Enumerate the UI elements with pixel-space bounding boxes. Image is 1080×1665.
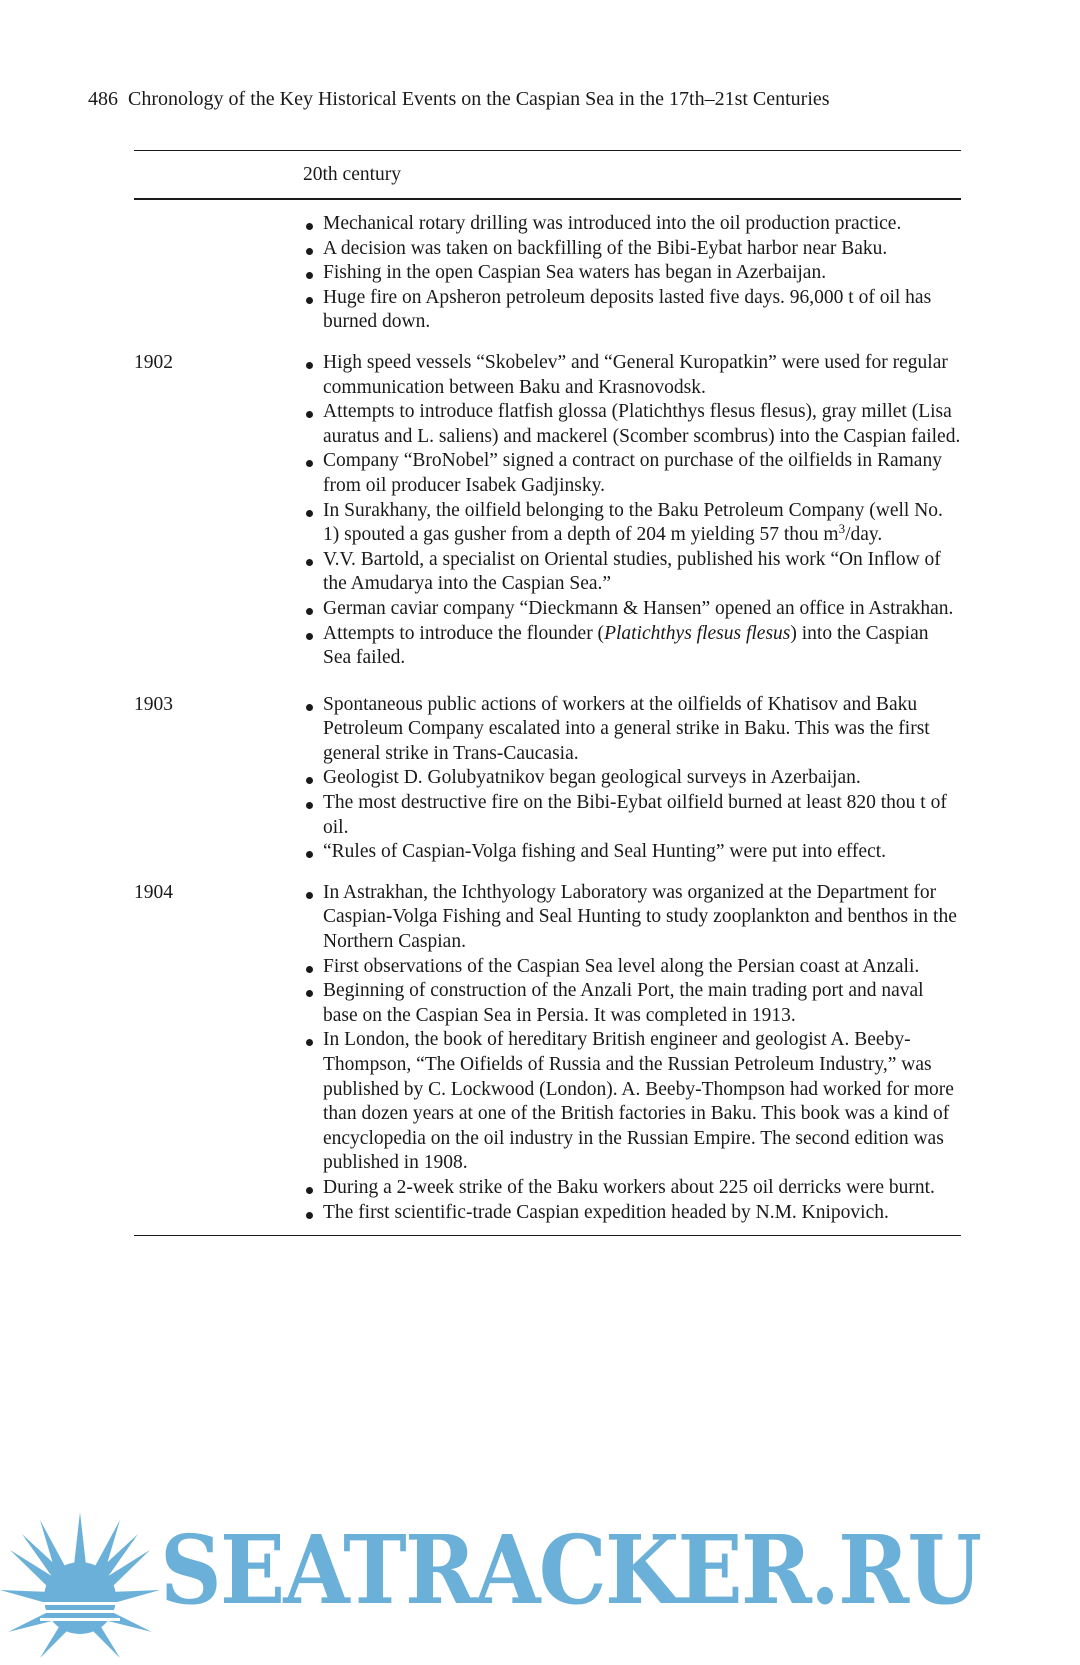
superscript: 3 <box>838 521 846 537</box>
bullet-icon <box>306 966 313 973</box>
table-row <box>134 693 961 865</box>
row-year: 1904 <box>134 881 173 903</box>
list-item: In London, the book of hereditary British engineer and geologist A. Beeby-Thompson, “The Oifields of Russia and the Russian Petroleum Industry,” was published by C. Lockwood (London). A. Beeby-Thompson had worked for more than dozen years at one of the British factories in Baku. This book was a kind of encyclopedia on the oil industry in the Russian Empire. The second edition was published in 1908. <box>303 1028 961 1176</box>
row-year: 1902 <box>134 351 173 373</box>
watermark <box>0 1490 1080 1665</box>
list-item: Company “BroNobel” signed a contract on purchase of the oilfields in Ramany from oil producer Isabek Gadjinsky. <box>303 449 961 498</box>
list-item: Attempts to introduce the flounder (Platichthys flesus flesus) into the Caspian Sea failed. <box>303 622 961 671</box>
event-list <box>303 693 961 865</box>
list-item: In Surakhany, the oilfield belonging to the Baku Petroleum Company (well No. 1) spouted a gas gusher from a depth of 204 m yielding 57 thou $m^3$/day. <box>303 499 961 548</box>
bullet-icon <box>306 510 313 517</box>
table-bottom-rule <box>134 1235 961 1236</box>
bullet-icon <box>306 1212 313 1219</box>
event-list <box>303 351 961 671</box>
page-number: 486 <box>88 88 118 110</box>
latin-name: Platichthys flesus flesus <box>604 622 791 644</box>
table-header-rule <box>134 198 961 200</box>
event-list <box>303 212 961 335</box>
bullet-icon <box>306 559 313 566</box>
bullet-icon <box>306 411 313 418</box>
list-item: In Astrakhan, the Ichthyology Laboratory was organized at the Department for Caspian-Volga Fishing and Seal Hunting to study zooplankton and benthos in the Northern Caspian. <box>303 881 961 955</box>
list-item: High speed vessels “Skobelev” and “General Kuropatkin” were used for regular communication between Baku and Krasnovodsk. <box>303 351 961 400</box>
list-item: “Rules of Caspian-Volga fishing and Seal Hunting” were put into effect. <box>303 840 961 865</box>
bullet-icon <box>306 223 313 230</box>
bullet-icon <box>306 777 313 784</box>
row-year: 1903 <box>134 693 173 715</box>
list-item: A decision was taken on backfilling of the Bibi-Eybat harbor near Baku. <box>303 237 961 262</box>
bullet-icon <box>306 1187 313 1194</box>
page-title: Chronology of the Key Historical Events on the Caspian Sea in the 17th–21st Centuries <box>128 88 830 110</box>
bullet-icon <box>306 1039 313 1046</box>
bullet-icon <box>306 272 313 279</box>
watermark-text: SEATRACKER.RU <box>160 1515 981 1626</box>
bullet-icon <box>306 802 313 809</box>
table-row <box>134 212 961 335</box>
list-item: Attempts to introduce flatfish glossa (Platichthys flesus flesus), gray millet (Lisa auratus and L. saliens) and mackerel (Scomber scombrus) into the Caspian failed. <box>303 400 961 449</box>
list-item: Beginning of construction of the Anzali Port, the main trading port and naval base on the Caspian Sea in Persia. It was completed in 1913. <box>303 979 961 1028</box>
bullet-icon <box>306 990 313 997</box>
list-item: German caviar company “Dieckmann & Hansen” opened an office in Astrakhan. <box>303 597 961 622</box>
bullet-icon <box>306 704 313 711</box>
bullet-icon <box>306 362 313 369</box>
bullet-icon <box>306 892 313 899</box>
list-item: Huge fire on Apsheron petroleum deposits lasted five days. 96,000 t of oil has burned down. <box>303 286 961 335</box>
list-item: V.V. Bartold, a specialist on Oriental studies, published his work “On Inflow of the Amudarya into the Caspian Sea.” <box>303 548 961 597</box>
list-item: The first scientific-trade Caspian expedition headed by N.M. Knipovich. <box>303 1201 961 1226</box>
list-item: Spontaneous public actions of workers at the oilfields of Khatisov and Baku Petroleum Company escalated into a general strike in Baku. This was the first general strike in Trans-Caucasia. <box>303 693 961 767</box>
table-row <box>134 881 961 1225</box>
list-item: During a 2-week strike of the Baku workers about 225 oil derricks were burnt. <box>303 1176 961 1201</box>
chronology-table <box>134 150 961 1236</box>
list-item: First observations of the Caspian Sea level along the Persian coast at Anzali. <box>303 955 961 980</box>
list-item: Fishing in the open Caspian Sea waters has began in Azerbaijan. <box>303 261 961 286</box>
column-header: 20th century <box>303 164 402 185</box>
bullet-icon <box>306 297 313 304</box>
bullet-icon <box>306 851 313 858</box>
running-header <box>88 88 830 111</box>
bullet-icon <box>306 248 313 255</box>
list-item: Geologist D. Golubyatnikov began geological surveys in Azerbaijan. <box>303 766 961 791</box>
bullet-icon <box>306 460 313 467</box>
list-item: Mechanical rotary drilling was introduced into the oil production practice. <box>303 212 961 237</box>
list-item: The most destructive fire on the Bibi-Eybat oilfield burned at least 820 thou t of oil. <box>303 791 961 840</box>
event-list <box>303 881 961 1225</box>
sun-logo-icon <box>0 1510 160 1660</box>
bullet-icon <box>306 633 313 640</box>
table-row <box>134 351 961 671</box>
bullet-icon <box>306 608 313 615</box>
